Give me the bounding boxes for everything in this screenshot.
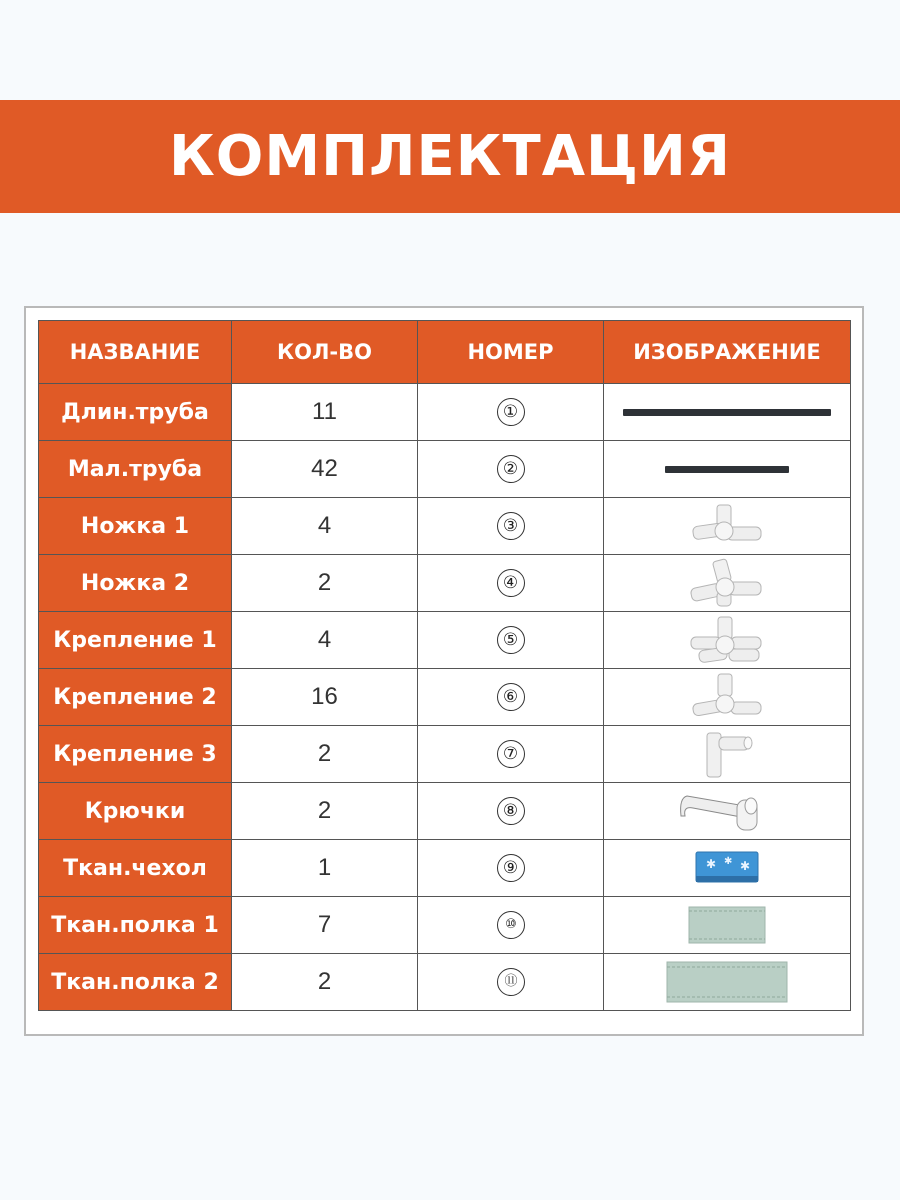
table-row xyxy=(39,384,851,441)
item-qty: 4 xyxy=(232,612,418,669)
leg-connector-icon xyxy=(687,501,767,551)
table-frame xyxy=(24,306,864,1036)
four-way-connector-icon xyxy=(687,615,767,665)
page-title: КОМПЛЕКТАЦИЯ xyxy=(169,124,731,189)
item-number: ⑪ xyxy=(497,968,525,996)
table-row xyxy=(39,954,851,1011)
item-qty: 2 xyxy=(232,954,418,1011)
item-number: ③ xyxy=(497,512,525,540)
table-row xyxy=(39,555,851,612)
table-row xyxy=(39,612,851,669)
contents-table xyxy=(38,320,851,1011)
item-number: ④ xyxy=(497,569,525,597)
table-row xyxy=(39,897,851,954)
svg-text:✱: ✱ xyxy=(706,857,717,871)
table-row xyxy=(39,840,851,897)
item-name: Ножка 1 xyxy=(39,498,232,555)
column-header-image: ИЗОБРАЖЕНИЕ xyxy=(604,321,851,384)
item-name: Крепление 1 xyxy=(39,612,232,669)
column-header-number: НОМЕР xyxy=(418,321,604,384)
item-name: Крепление 3 xyxy=(39,726,232,783)
item-qty: 4 xyxy=(232,498,418,555)
three-way-connector-icon xyxy=(687,672,767,722)
item-qty: 1 xyxy=(232,840,418,897)
item-number: ⑧ xyxy=(497,797,525,825)
item-qty: 2 xyxy=(232,783,418,840)
table-row xyxy=(39,498,851,555)
item-name: Мал.труба xyxy=(39,441,232,498)
table-row xyxy=(39,669,851,726)
item-name: Ткан.чехол xyxy=(39,840,232,897)
fabric-shelf-icon xyxy=(687,905,767,945)
column-header-name: НАЗВАНИЕ xyxy=(39,321,232,384)
item-qty: 11 xyxy=(232,384,418,441)
item-name: Длин.труба xyxy=(39,384,232,441)
column-header-qty: КОЛ-ВО xyxy=(232,321,418,384)
item-number: ⑦ xyxy=(497,740,525,768)
item-number: ⑤ xyxy=(497,626,525,654)
item-qty: 42 xyxy=(232,441,418,498)
fabric-shelf-large-icon xyxy=(665,960,789,1004)
item-name: Ткан.полка 2 xyxy=(39,954,232,1011)
table-header-row xyxy=(39,321,851,384)
item-name: Ткан.полка 1 xyxy=(39,897,232,954)
item-number: ① xyxy=(497,398,525,426)
item-qty: 7 xyxy=(232,897,418,954)
item-number: ⑨ xyxy=(497,854,525,882)
long-pipe-icon xyxy=(623,409,831,416)
item-qty: 16 xyxy=(232,669,418,726)
hook-icon xyxy=(677,786,777,836)
table-row xyxy=(39,726,851,783)
item-name: Ножка 2 xyxy=(39,555,232,612)
item-number: ⑥ xyxy=(497,683,525,711)
short-pipe-icon xyxy=(665,466,789,473)
svg-text:✱: ✱ xyxy=(724,856,733,867)
item-qty: 2 xyxy=(232,726,418,783)
fabric-cover-icon xyxy=(692,848,762,888)
item-name: Крепление 2 xyxy=(39,669,232,726)
table-row xyxy=(39,441,851,498)
item-name: Крючки xyxy=(39,783,232,840)
table-row xyxy=(39,783,851,840)
tee-connector-icon xyxy=(697,729,757,779)
title-banner xyxy=(0,100,900,213)
leg-connector-icon xyxy=(687,558,767,608)
item-number: ② xyxy=(497,455,525,483)
item-qty: 2 xyxy=(232,555,418,612)
svg-text:✱: ✱ xyxy=(740,859,751,873)
item-number: ⑩ xyxy=(497,911,525,939)
